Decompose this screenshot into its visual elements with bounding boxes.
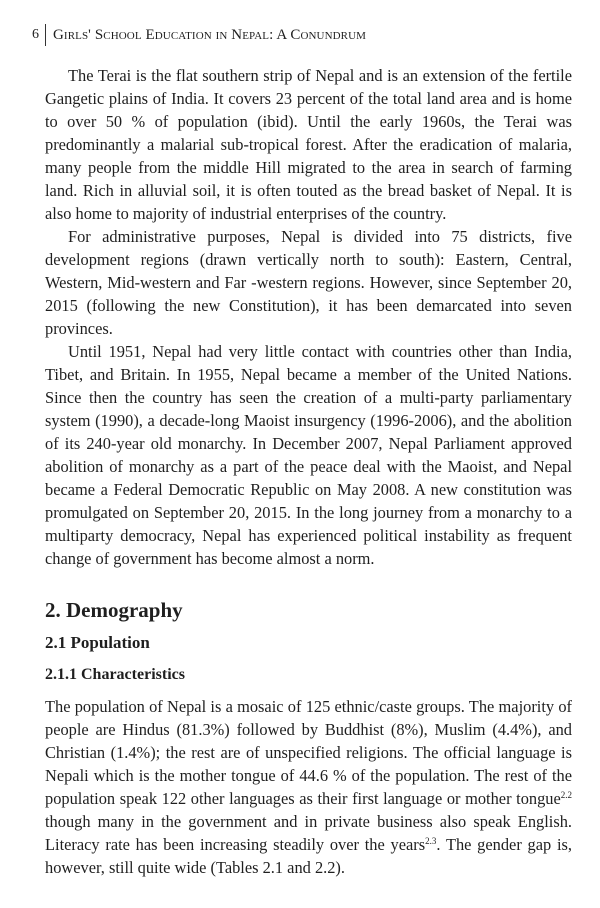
running-title: Girls' School Education in Nepal: A Conundrum [53,26,367,43]
paragraph-terai: The Terai is the flat southern strip of Nepal and is an extension of the fertile Gangetic plains of India. It covers 23 percent of the total land area and is home to over 50 % of population (ibid). Until the early 1960s, the Terai was predominantly a malarial sub-tropical forest. After the eradication of malaria, many people from the middle Hill migrated to the area in search of farming land. Rich in alluvial soil, it is often touted as the bread basket of Nepal. It is also home to majority of industrial enterprises of the country. [45,66,572,223]
characteristics-text-3: . The gender gap is, however, still quite wide (Tables 2.1 and 2.2). [45,835,573,877]
characteristics-text-1: The population of Nepal is a mosaic of 125 ethnic/caste groups. The majority of people are Hindus (81.3%) followed by Buddhist (8%), Muslim (4.4%), and Christian (1.4%); the rest are of unspecified religions. The official language is Nepali which is the mother tongue of 44.6 % of the population. The rest of the population speak 122 other languages as their first language or mother tongue [45,697,572,808]
footnote-marker: 2.2 [560,790,572,800]
characteristics-text-2: though many in the government and in private business also speak English. Literacy rate has been increasing steadily over the years [45,812,572,854]
body-text [45,64,572,879]
running-header [32,24,366,46]
footnote-marker: 2.3 [425,836,437,846]
subsubsection-heading: 2.1.1 Characteristics [45,666,185,683]
section-heading: 2. Demography [45,598,183,622]
subsection-heading: 2.1 Population [45,633,150,652]
paragraph-characteristics [45,695,572,879]
paragraph-history: Until 1951, Nepal had very little contact with countries other than India, Tibet, and Britain. In 1955, Nepal became a member of the United Nations. Since then the country has seen the creation of a multi-party parliamentary system (1990), a decade-long Maoist insurgency (1996-2006), and the abolition of its 240-year old monarchy. In December 2007, Nepal Parliament approved abolition of monarchy as a part of the peace deal with the Maoist, and Nepal became a Federal Democratic Republic on May 2008. A new constitution was promulgated on September 20, 2015. In the long journey from a monarchy to a multiparty democracy, Nepal has experienced political instability as frequent change of government has become almost a norm. [45,342,572,568]
page-number: 6 [32,27,39,42]
paragraph-administrative: For administrative purposes, Nepal is divided into 75 districts, five development regions (drawn vertically north to south): Eastern, Central, Western, Mid-western and Far -western regions. However, since September 20, 2015 (following the new Constitution), it has been demarcated into seven provinces. [45,227,572,338]
